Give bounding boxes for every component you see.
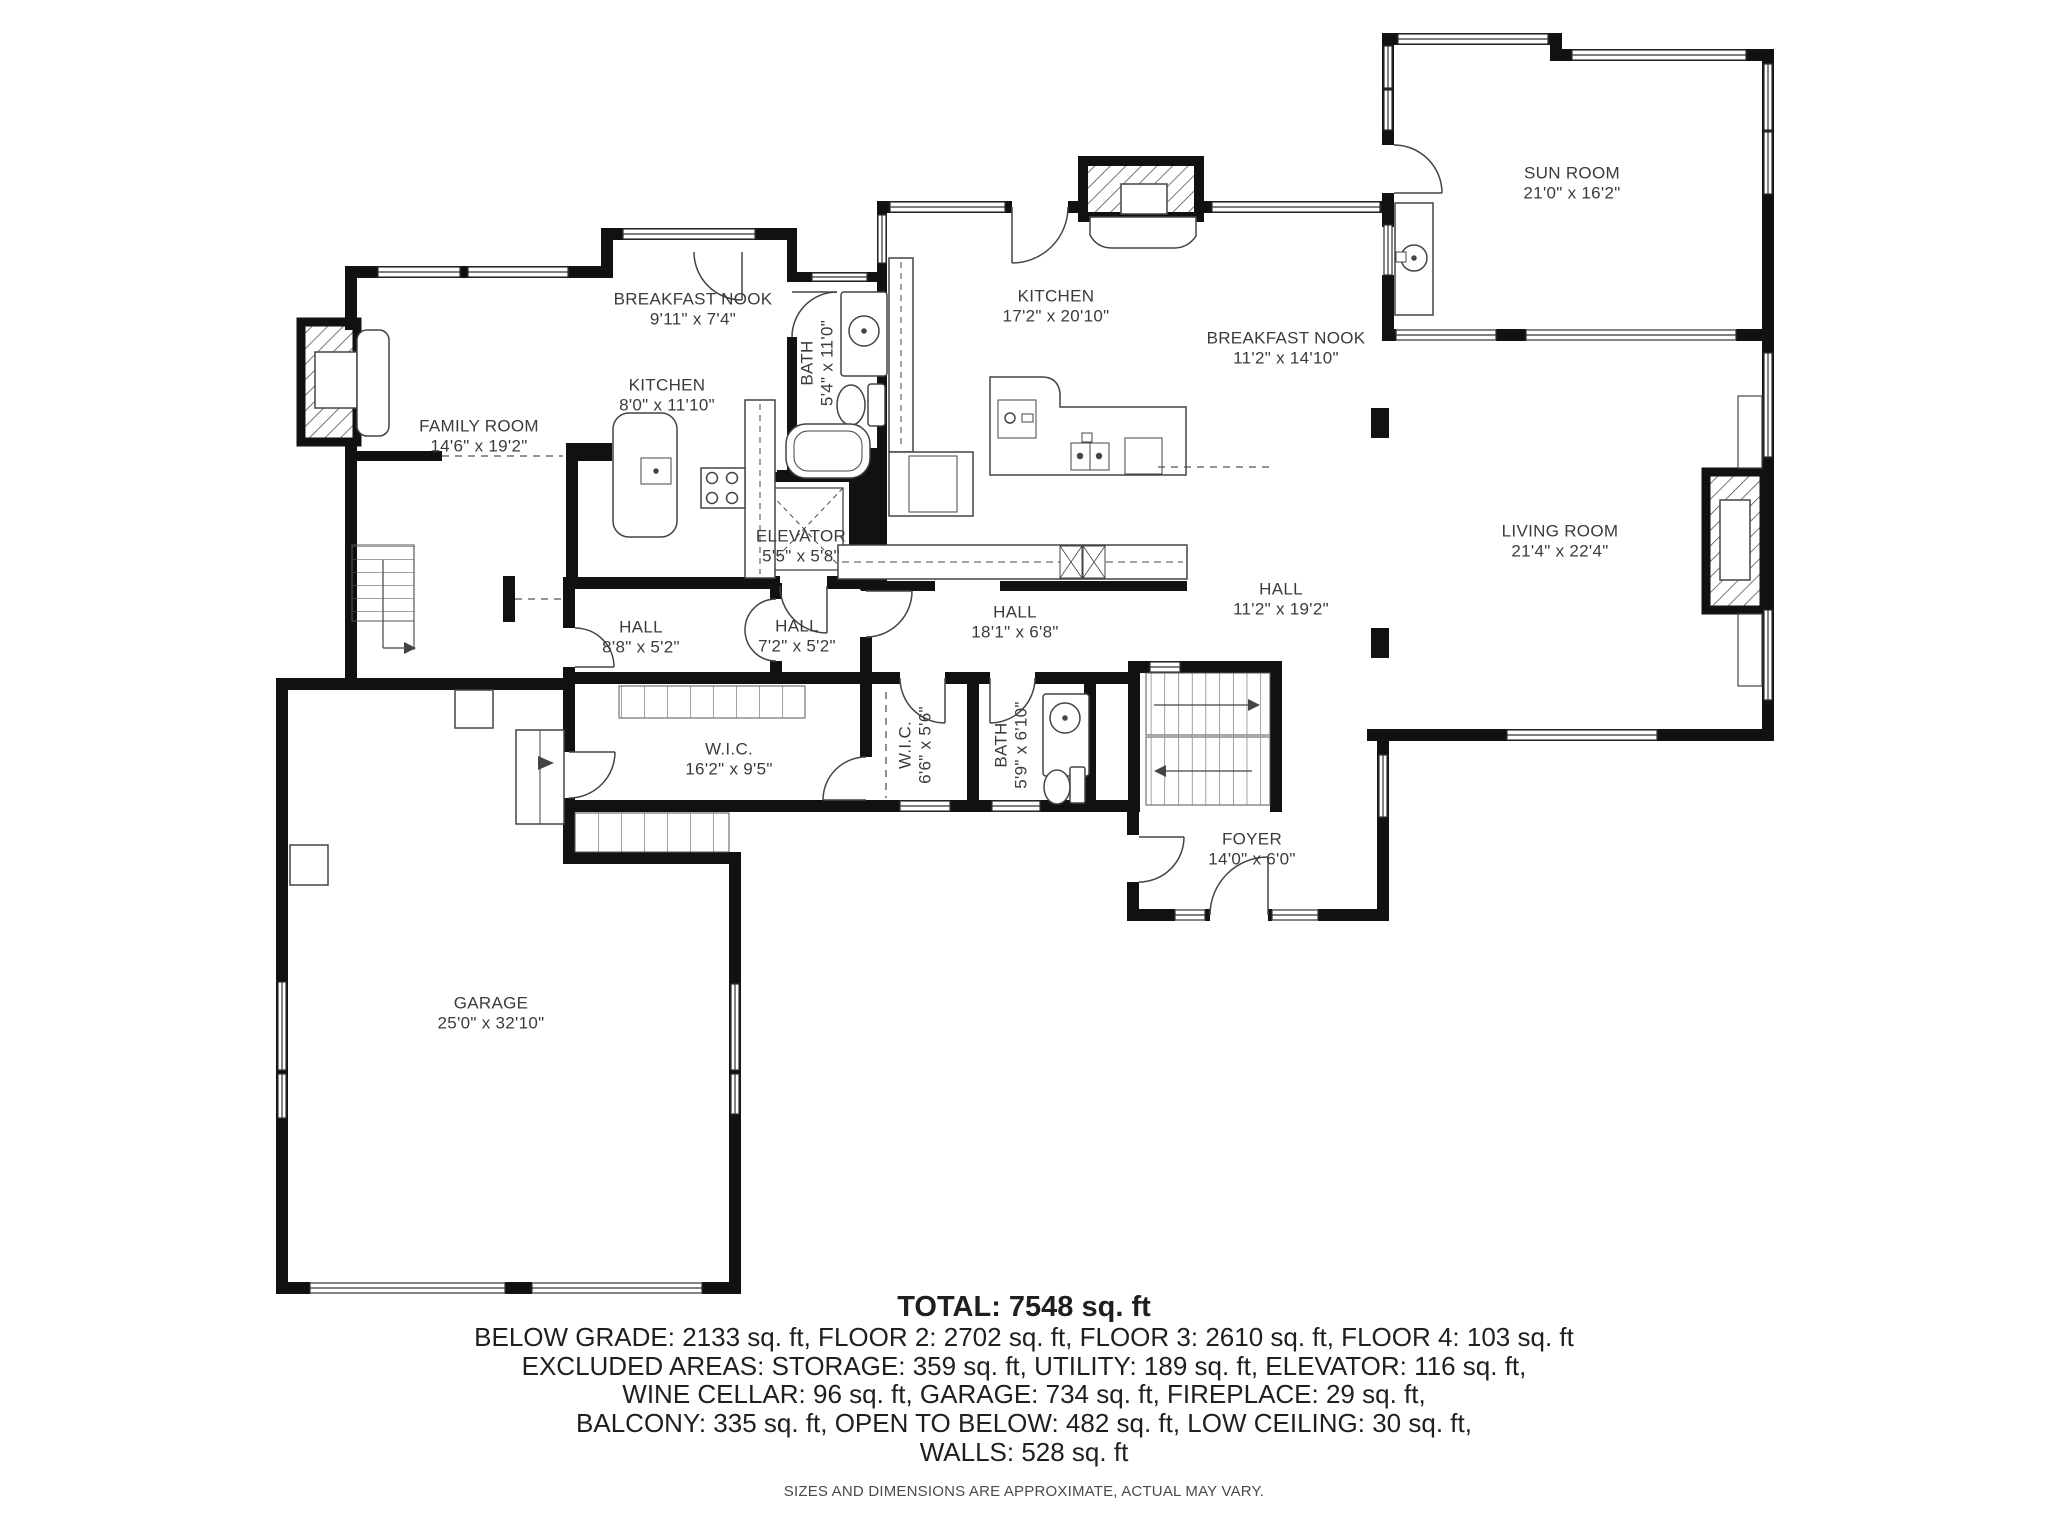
room-label-kitchen-left [619,376,715,415]
summary-line-5: WALLS: 528 sq. ft [919,1436,1129,1467]
windows [278,34,1772,1293]
doors [569,145,1442,915]
room-dims: 17'2" x 20'10" [1002,306,1110,326]
summary-line-2: EXCLUDED AREAS: STORAGE: 359 sq. ft, UTILITY: 189 sq. ft, ELEVATOR: 116 sq. ft, [521,1350,1527,1381]
summary-line-3: WINE CELLAR: 96 sq. ft, GARAGE: 734 sq. ft, FIREPLACE: 29 sq. ft, [622,1379,1426,1410]
room-dims: 16'2" x 9'5" [685,759,773,779]
room-dims: 7'2" x 5'2" [758,636,836,656]
room-label-elevator [756,527,846,566]
room-name: BREAKFAST NOOK [613,289,773,309]
room-label-kitchen-main [1003,287,1110,326]
room-name: GARAGE [453,993,529,1013]
room-name: KITCHEN [1017,286,1095,306]
room-name: W.I.C. [704,739,754,759]
room-label-bath-left [798,320,837,406]
room-dims: 5'5" x 5'8" [762,546,840,566]
room-dims: 14'0" x 6'0" [1208,849,1296,869]
room-name: HALL [993,602,1037,622]
room-name: W.I.C. [895,720,915,770]
room-dims: 5'4" x 11'0" [817,319,837,407]
room-label-hall-11 [1233,580,1329,619]
total-area: TOTAL: 7548 sq. ft [897,1291,1151,1323]
room-dims: 18'1" x 6'8" [971,622,1059,642]
room-name: KITCHEN [628,375,706,395]
room-name: HALL [1259,579,1303,599]
room-label-foyer [1208,830,1295,869]
room-dims: 14'6" x 19'2" [430,436,528,456]
room-name: SUN ROOM [1524,163,1620,183]
room-label-wic-small [896,706,935,784]
room-label-wic-left [685,740,772,779]
room-label-living-room [1502,522,1619,561]
room-name: BATH [797,340,817,386]
room-name: BREAKFAST NOOK [1206,328,1366,348]
disclaimer-text: SIZES AND DIMENSIONS ARE APPROXIMATE, ACTUAL MAY VARY. [783,1482,1265,1500]
room-name: HALL [619,617,663,637]
room-label-hall-mid [758,617,836,656]
summary-line-4: BALCONY: 335 sq. ft, OPEN TO BELOW: 482 sq. ft, LOW CEILING: 30 sq. ft, [576,1408,1472,1439]
room-dims: 11'2" x 14'10" [1233,348,1339,368]
room-label-breakfast-nook-left [614,290,773,329]
room-label-family-room [419,417,539,456]
room-dims: 9'11" x 7'4" [649,309,737,329]
room-label-sun-room [1523,164,1620,203]
walls [276,33,1774,1294]
room-dims: 25'0" x 32'10" [437,1013,545,1033]
room-dims: 8'8" x 5'2" [602,637,680,657]
room-label-bath-right [992,701,1031,788]
room-name: ELEVATOR [755,526,847,546]
room-dims: 8'0" x 11'10" [619,395,715,415]
room-name: LIVING ROOM [1501,521,1619,541]
summary-line-1: BELOW GRADE: 2133 sq. ft, FLOOR 2: 2702 sq. ft, FLOOR 3: 2610 sq. ft, FLOOR 4: 103 sq. ft [474,1322,1574,1352]
room-dims: 21'0" x 16'2" [1523,183,1621,203]
area-summary [0,1292,2048,1500]
room-dims: 6'6" x 5'6" [915,706,935,784]
room-label-hall-left [602,618,680,657]
room-name: BATH [991,722,1011,768]
room-label-breakfast-nook-right [1207,329,1366,368]
room-name: HALL [775,616,819,636]
room-label-hall-18 [971,603,1058,642]
room-dims: 5'9" x 6'10" [1011,701,1031,789]
room-name: FOYER [1221,829,1283,849]
room-dims: 21'4" x 22'4" [1511,541,1609,561]
room-label-garage [438,994,545,1033]
room-name: FAMILY ROOM [419,416,539,436]
room-dims: 11'2" x 19'2" [1233,599,1329,619]
